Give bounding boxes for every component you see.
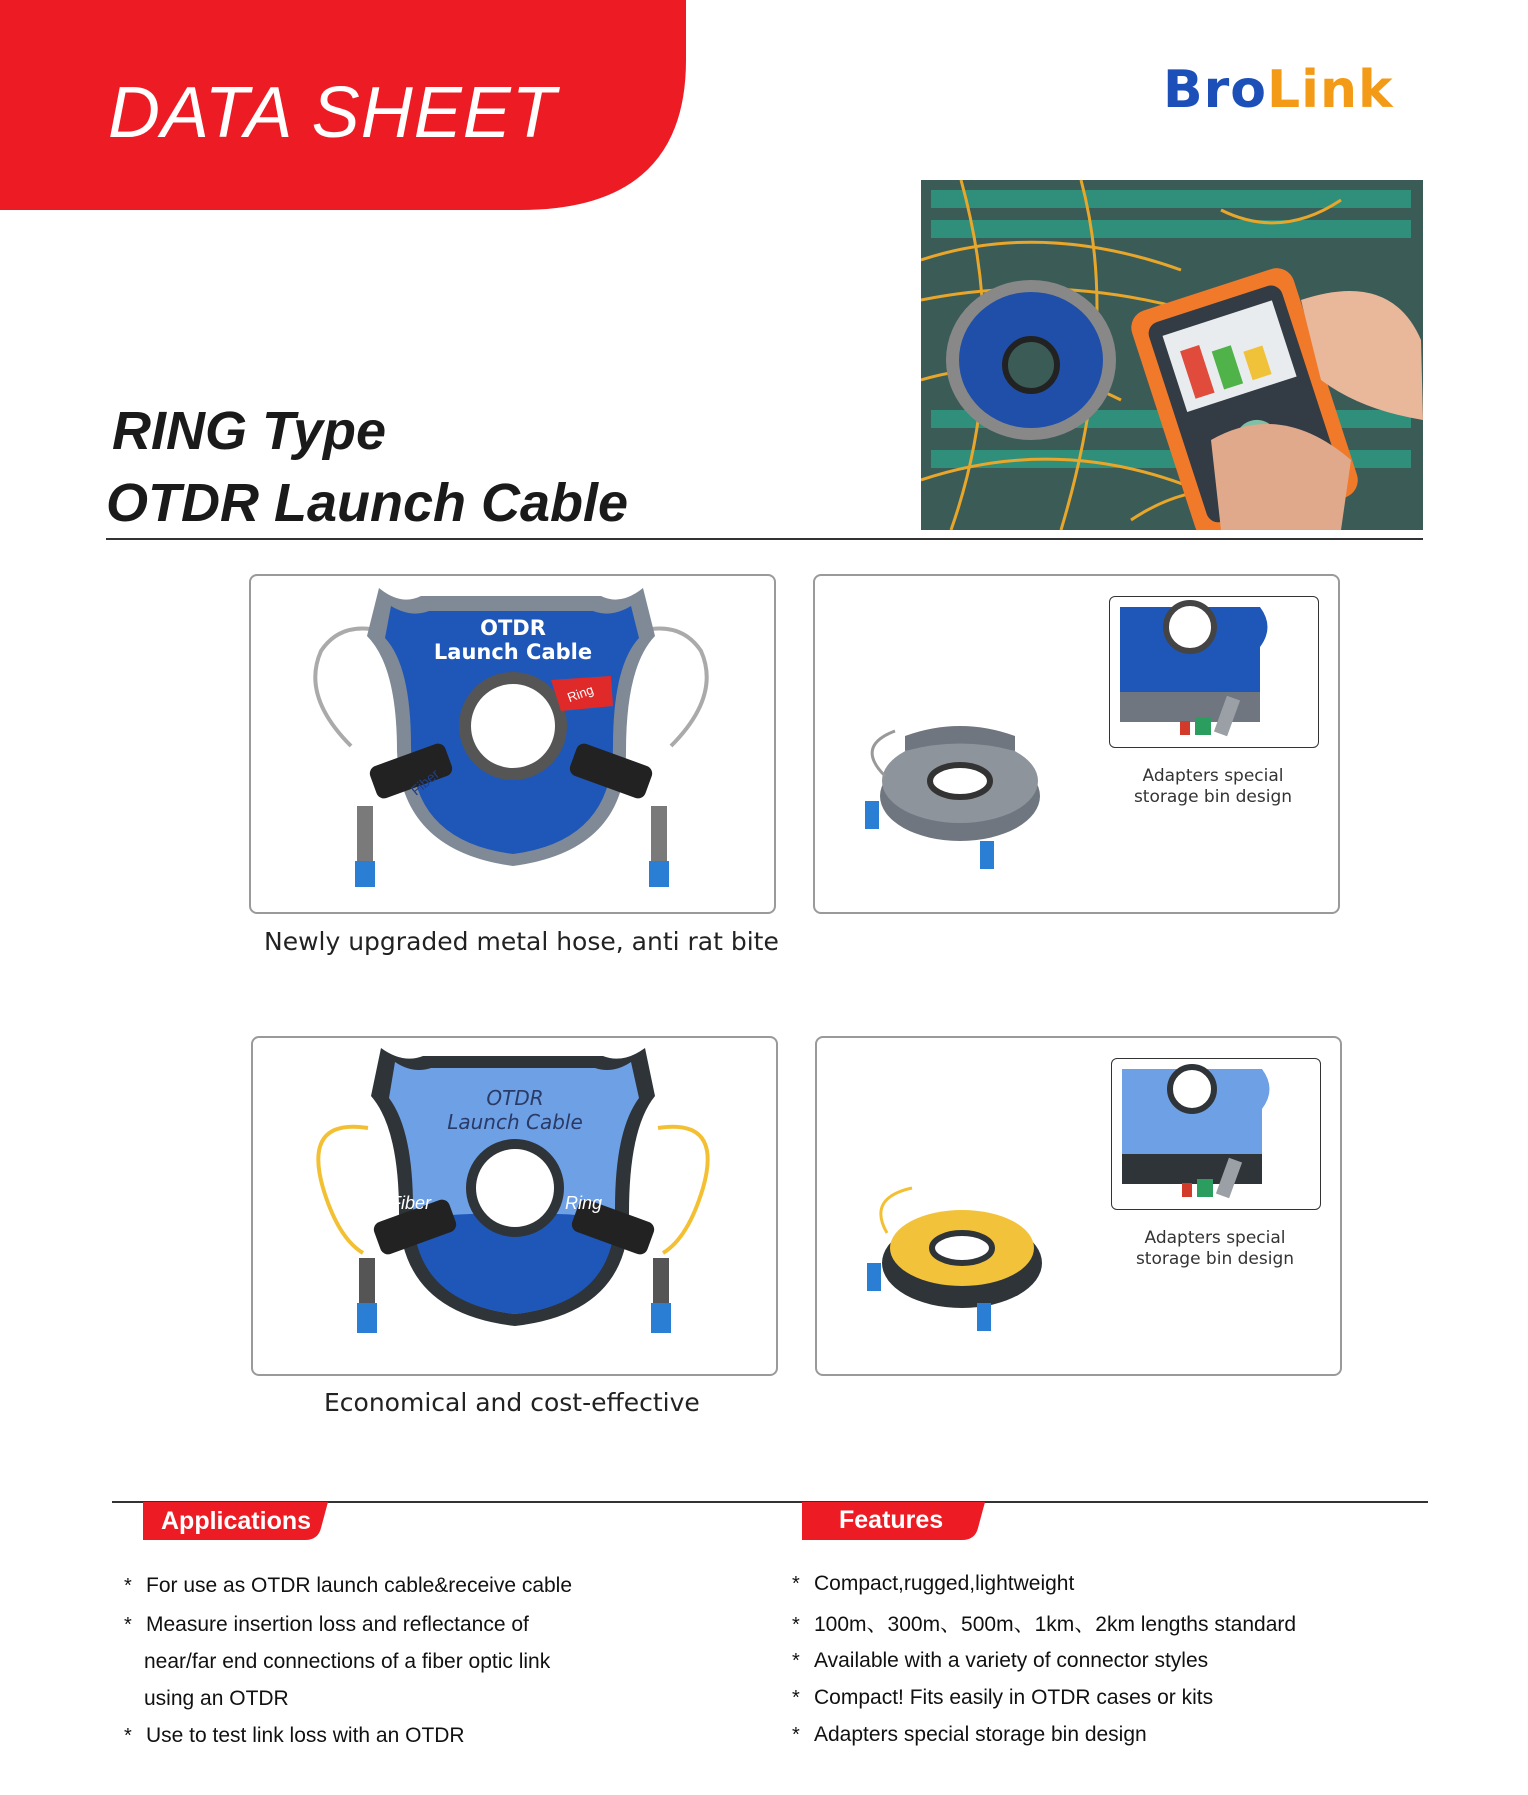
applications-item-2-line3: using an OTDR (144, 1687, 289, 1710)
features-item-3-text: Available with a variety of connector styles (814, 1649, 1209, 1672)
product2-inset-caption-line1: Adapters special (1144, 1228, 1286, 1248)
product2-inset-caption (1111, 1228, 1319, 1270)
product1-storage-bin-illustration (1110, 597, 1318, 747)
product2-storage-bin-inset (1111, 1058, 1321, 1210)
applications-heading: Applications (161, 1507, 312, 1535)
bullet-icon: * (124, 1614, 132, 1636)
applications-item-2-line1: Measure insertion loss and reflectance of (146, 1613, 529, 1636)
brand-logo (1163, 60, 1394, 120)
product2-storage-bin-illustration (1112, 1059, 1320, 1209)
applications-item-3 (124, 1724, 465, 1748)
product1-inset-caption-line2: storage bin design (1133, 787, 1293, 807)
features-heading: Features (839, 1506, 944, 1534)
product1-reel-ring-tag: Ring (565, 681, 596, 706)
features-item-5 (792, 1723, 1147, 1747)
features-item-4 (792, 1686, 1213, 1710)
applications-item-1 (124, 1574, 572, 1598)
product1-reel-label-line2: Launch Cable (433, 640, 593, 664)
product1-inset-caption-line1: Adapters special (1142, 766, 1284, 786)
product2-caption: Economical and cost-effective (324, 1388, 700, 1417)
product1-reel-fiber-tag: Fiber (407, 765, 443, 799)
product2-reel-label-line1: OTDR (486, 1086, 544, 1110)
product1-storage-bin-inset (1109, 596, 1319, 748)
bullet-icon: * (124, 1725, 132, 1747)
bullet-icon: * (124, 1575, 132, 1597)
brand-logo-part1: Bro (1163, 60, 1268, 120)
title-line-2: OTDR Launch Cable (106, 473, 629, 533)
hero-photo (921, 180, 1423, 530)
bullet-icon: * (792, 1614, 800, 1636)
product1-main-card (249, 574, 776, 914)
applications-item-2 (124, 1613, 529, 1637)
product2-main-card (251, 1036, 778, 1376)
bullet-icon: * (792, 1724, 800, 1746)
product1-inset-caption (1109, 766, 1317, 808)
product2-reel-ring-tag: Ring (565, 1193, 603, 1213)
product2-side-card (815, 1036, 1342, 1376)
bullet-icon: * (792, 1650, 800, 1672)
features-item-2 (792, 1613, 1296, 1637)
features-item-1-text: Compact,rugged,lightweight (814, 1572, 1075, 1595)
features-item-3 (792, 1649, 1208, 1673)
features-item-2-text: 100m、300m、500m、1km、2km lengths standard (814, 1613, 1297, 1636)
applications-item-1-text: For use as OTDR launch cable&receive cable (146, 1574, 573, 1597)
product2-reel-fiber-tag: Fiber (390, 1193, 432, 1213)
title-line-1: RING Type (112, 401, 387, 461)
bullet-icon: * (792, 1687, 800, 1709)
applications-item-2-line2: near/far end connections of a fiber optic link (144, 1650, 551, 1673)
title-divider (106, 538, 1423, 540)
applications-item-3-text: Use to test link loss with an OTDR (146, 1724, 465, 1747)
features-item-5-text: Adapters special storage bin design (814, 1723, 1147, 1746)
product1-caption: Newly upgraded metal hose, anti rat bite (264, 927, 779, 956)
features-item-4-text: Compact! Fits easily in OTDR cases or kits (814, 1686, 1214, 1709)
product2-reel-label-line2: Launch Cable (447, 1110, 583, 1134)
bullet-icon: * (792, 1573, 800, 1595)
product1-side-card (813, 574, 1340, 914)
features-item-1 (792, 1572, 1074, 1596)
banner-title: DATA SHEET (108, 73, 557, 153)
brand-logo-part2: Link (1267, 60, 1394, 120)
product2-inset-caption-line2: storage bin design (1135, 1249, 1295, 1269)
product1-reel-label-line1: OTDR (480, 616, 546, 640)
